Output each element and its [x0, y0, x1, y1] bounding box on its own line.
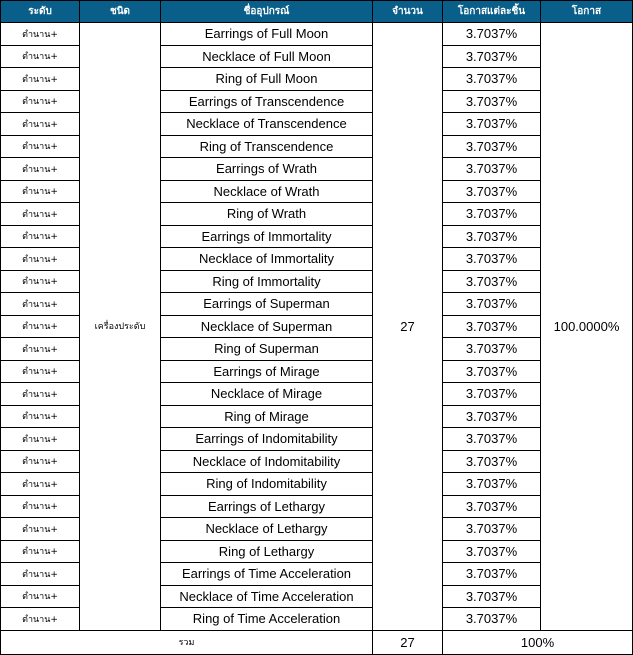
per-item-chance-cell: 3.7037% — [443, 315, 541, 338]
header-item-name: ชื่ออุปกรณ์ — [161, 1, 373, 23]
per-item-chance-cell: 3.7037% — [443, 563, 541, 586]
level-cell: ตำนาน+ — [1, 23, 80, 46]
per-item-chance-cell: 3.7037% — [443, 383, 541, 406]
per-item-chance-cell: 3.7037% — [443, 540, 541, 563]
level-cell: ตำนาน+ — [1, 293, 80, 316]
item-name-cell: Earrings of Lethargy — [161, 495, 373, 518]
total-label: รวม — [1, 630, 373, 654]
item-name-cell: Necklace of Immortality — [161, 248, 373, 271]
level-cell: ตำนาน+ — [1, 90, 80, 113]
per-item-chance-cell: 3.7037% — [443, 135, 541, 158]
item-name-cell: Necklace of Wrath — [161, 180, 373, 203]
count-cell: 27 — [373, 23, 443, 631]
header-row — [1, 1, 633, 23]
level-cell: ตำนาน+ — [1, 360, 80, 383]
level-cell: ตำนาน+ — [1, 248, 80, 271]
per-item-chance-cell: 3.7037% — [443, 608, 541, 631]
item-name-cell: Earrings of Indomitability — [161, 428, 373, 451]
level-cell: ตำนาน+ — [1, 158, 80, 181]
level-cell: ตำนาน+ — [1, 450, 80, 473]
level-cell: ตำนาน+ — [1, 563, 80, 586]
item-name-cell: Necklace of Indomitability — [161, 450, 373, 473]
item-name-cell: Necklace of Superman — [161, 315, 373, 338]
item-name-cell: Earrings of Immortality — [161, 225, 373, 248]
per-item-chance-cell: 3.7037% — [443, 338, 541, 361]
item-name-cell: Ring of Transcendence — [161, 135, 373, 158]
per-item-chance-cell: 3.7037% — [443, 293, 541, 316]
per-item-chance-cell: 3.7037% — [443, 270, 541, 293]
per-item-chance-cell: 3.7037% — [443, 45, 541, 68]
per-item-chance-cell: 3.7037% — [443, 68, 541, 91]
per-item-chance-cell: 3.7037% — [443, 495, 541, 518]
header-count: จำนวน — [373, 1, 443, 23]
per-item-chance-cell: 3.7037% — [443, 113, 541, 136]
level-cell: ตำนาน+ — [1, 180, 80, 203]
level-cell: ตำนาน+ — [1, 383, 80, 406]
level-cell: ตำนาน+ — [1, 270, 80, 293]
item-name-cell: Earrings of Transcendence — [161, 90, 373, 113]
level-cell: ตำนาน+ — [1, 113, 80, 136]
item-name-cell: Ring of Lethargy — [161, 540, 373, 563]
level-cell: ตำนาน+ — [1, 495, 80, 518]
header-level: ระดับ — [1, 1, 80, 23]
per-item-chance-cell: 3.7037% — [443, 360, 541, 383]
item-name-cell: Earrings of Mirage — [161, 360, 373, 383]
item-name-cell: Earrings of Wrath — [161, 158, 373, 181]
level-cell: ตำนาน+ — [1, 68, 80, 91]
table-row — [1, 23, 633, 46]
level-cell: ตำนาน+ — [1, 608, 80, 631]
item-name-cell: Necklace of Mirage — [161, 383, 373, 406]
item-name-cell: Ring of Immortality — [161, 270, 373, 293]
level-cell: ตำนาน+ — [1, 203, 80, 226]
item-name-cell: Ring of Superman — [161, 338, 373, 361]
item-name-cell: Necklace of Transcendence — [161, 113, 373, 136]
type-cell: เครื่องประดับ — [80, 23, 161, 631]
item-name-cell: Earrings of Full Moon — [161, 23, 373, 46]
per-item-chance-cell: 3.7037% — [443, 225, 541, 248]
level-cell: ตำนาน+ — [1, 473, 80, 496]
per-item-chance-cell: 3.7037% — [443, 428, 541, 451]
level-cell: ตำนาน+ — [1, 540, 80, 563]
per-item-chance-cell: 3.7037% — [443, 405, 541, 428]
per-item-chance-cell: 3.7037% — [443, 450, 541, 473]
table-body — [1, 23, 633, 631]
item-name-cell: Earrings of Time Acceleration — [161, 563, 373, 586]
item-name-cell: Necklace of Lethargy — [161, 518, 373, 541]
per-item-chance-cell: 3.7037% — [443, 23, 541, 46]
total-chance: 100% — [443, 630, 633, 654]
header-type: ชนิด — [80, 1, 161, 23]
level-cell: ตำนาน+ — [1, 135, 80, 158]
header-chance: โอกาส — [541, 1, 633, 23]
per-item-chance-cell: 3.7037% — [443, 585, 541, 608]
level-cell: ตำนาน+ — [1, 405, 80, 428]
per-item-chance-cell: 3.7037% — [443, 180, 541, 203]
level-cell: ตำนาน+ — [1, 428, 80, 451]
per-item-chance-cell: 3.7037% — [443, 90, 541, 113]
item-name-cell: Ring of Full Moon — [161, 68, 373, 91]
item-name-cell: Ring of Wrath — [161, 203, 373, 226]
item-name-cell: Necklace of Time Acceleration — [161, 585, 373, 608]
total-count: 27 — [373, 630, 443, 654]
header-per-item-chance: โอกาสแต่ละชิ้น — [443, 1, 541, 23]
level-cell: ตำนาน+ — [1, 225, 80, 248]
per-item-chance-cell: 3.7037% — [443, 248, 541, 271]
level-cell: ตำนาน+ — [1, 45, 80, 68]
group-chance-cell: 100.0000% — [541, 23, 633, 631]
level-cell: ตำนาน+ — [1, 585, 80, 608]
item-name-cell: Ring of Mirage — [161, 405, 373, 428]
per-item-chance-cell: 3.7037% — [443, 473, 541, 496]
item-name-cell: Necklace of Full Moon — [161, 45, 373, 68]
per-item-chance-cell: 3.7037% — [443, 158, 541, 181]
total-row — [1, 630, 633, 654]
item-name-cell: Ring of Indomitability — [161, 473, 373, 496]
level-cell: ตำนาน+ — [1, 338, 80, 361]
level-cell: ตำนาน+ — [1, 518, 80, 541]
item-name-cell: Ring of Time Acceleration — [161, 608, 373, 631]
per-item-chance-cell: 3.7037% — [443, 518, 541, 541]
level-cell: ตำนาน+ — [1, 315, 80, 338]
per-item-chance-cell: 3.7037% — [443, 203, 541, 226]
item-name-cell: Earrings of Superman — [161, 293, 373, 316]
